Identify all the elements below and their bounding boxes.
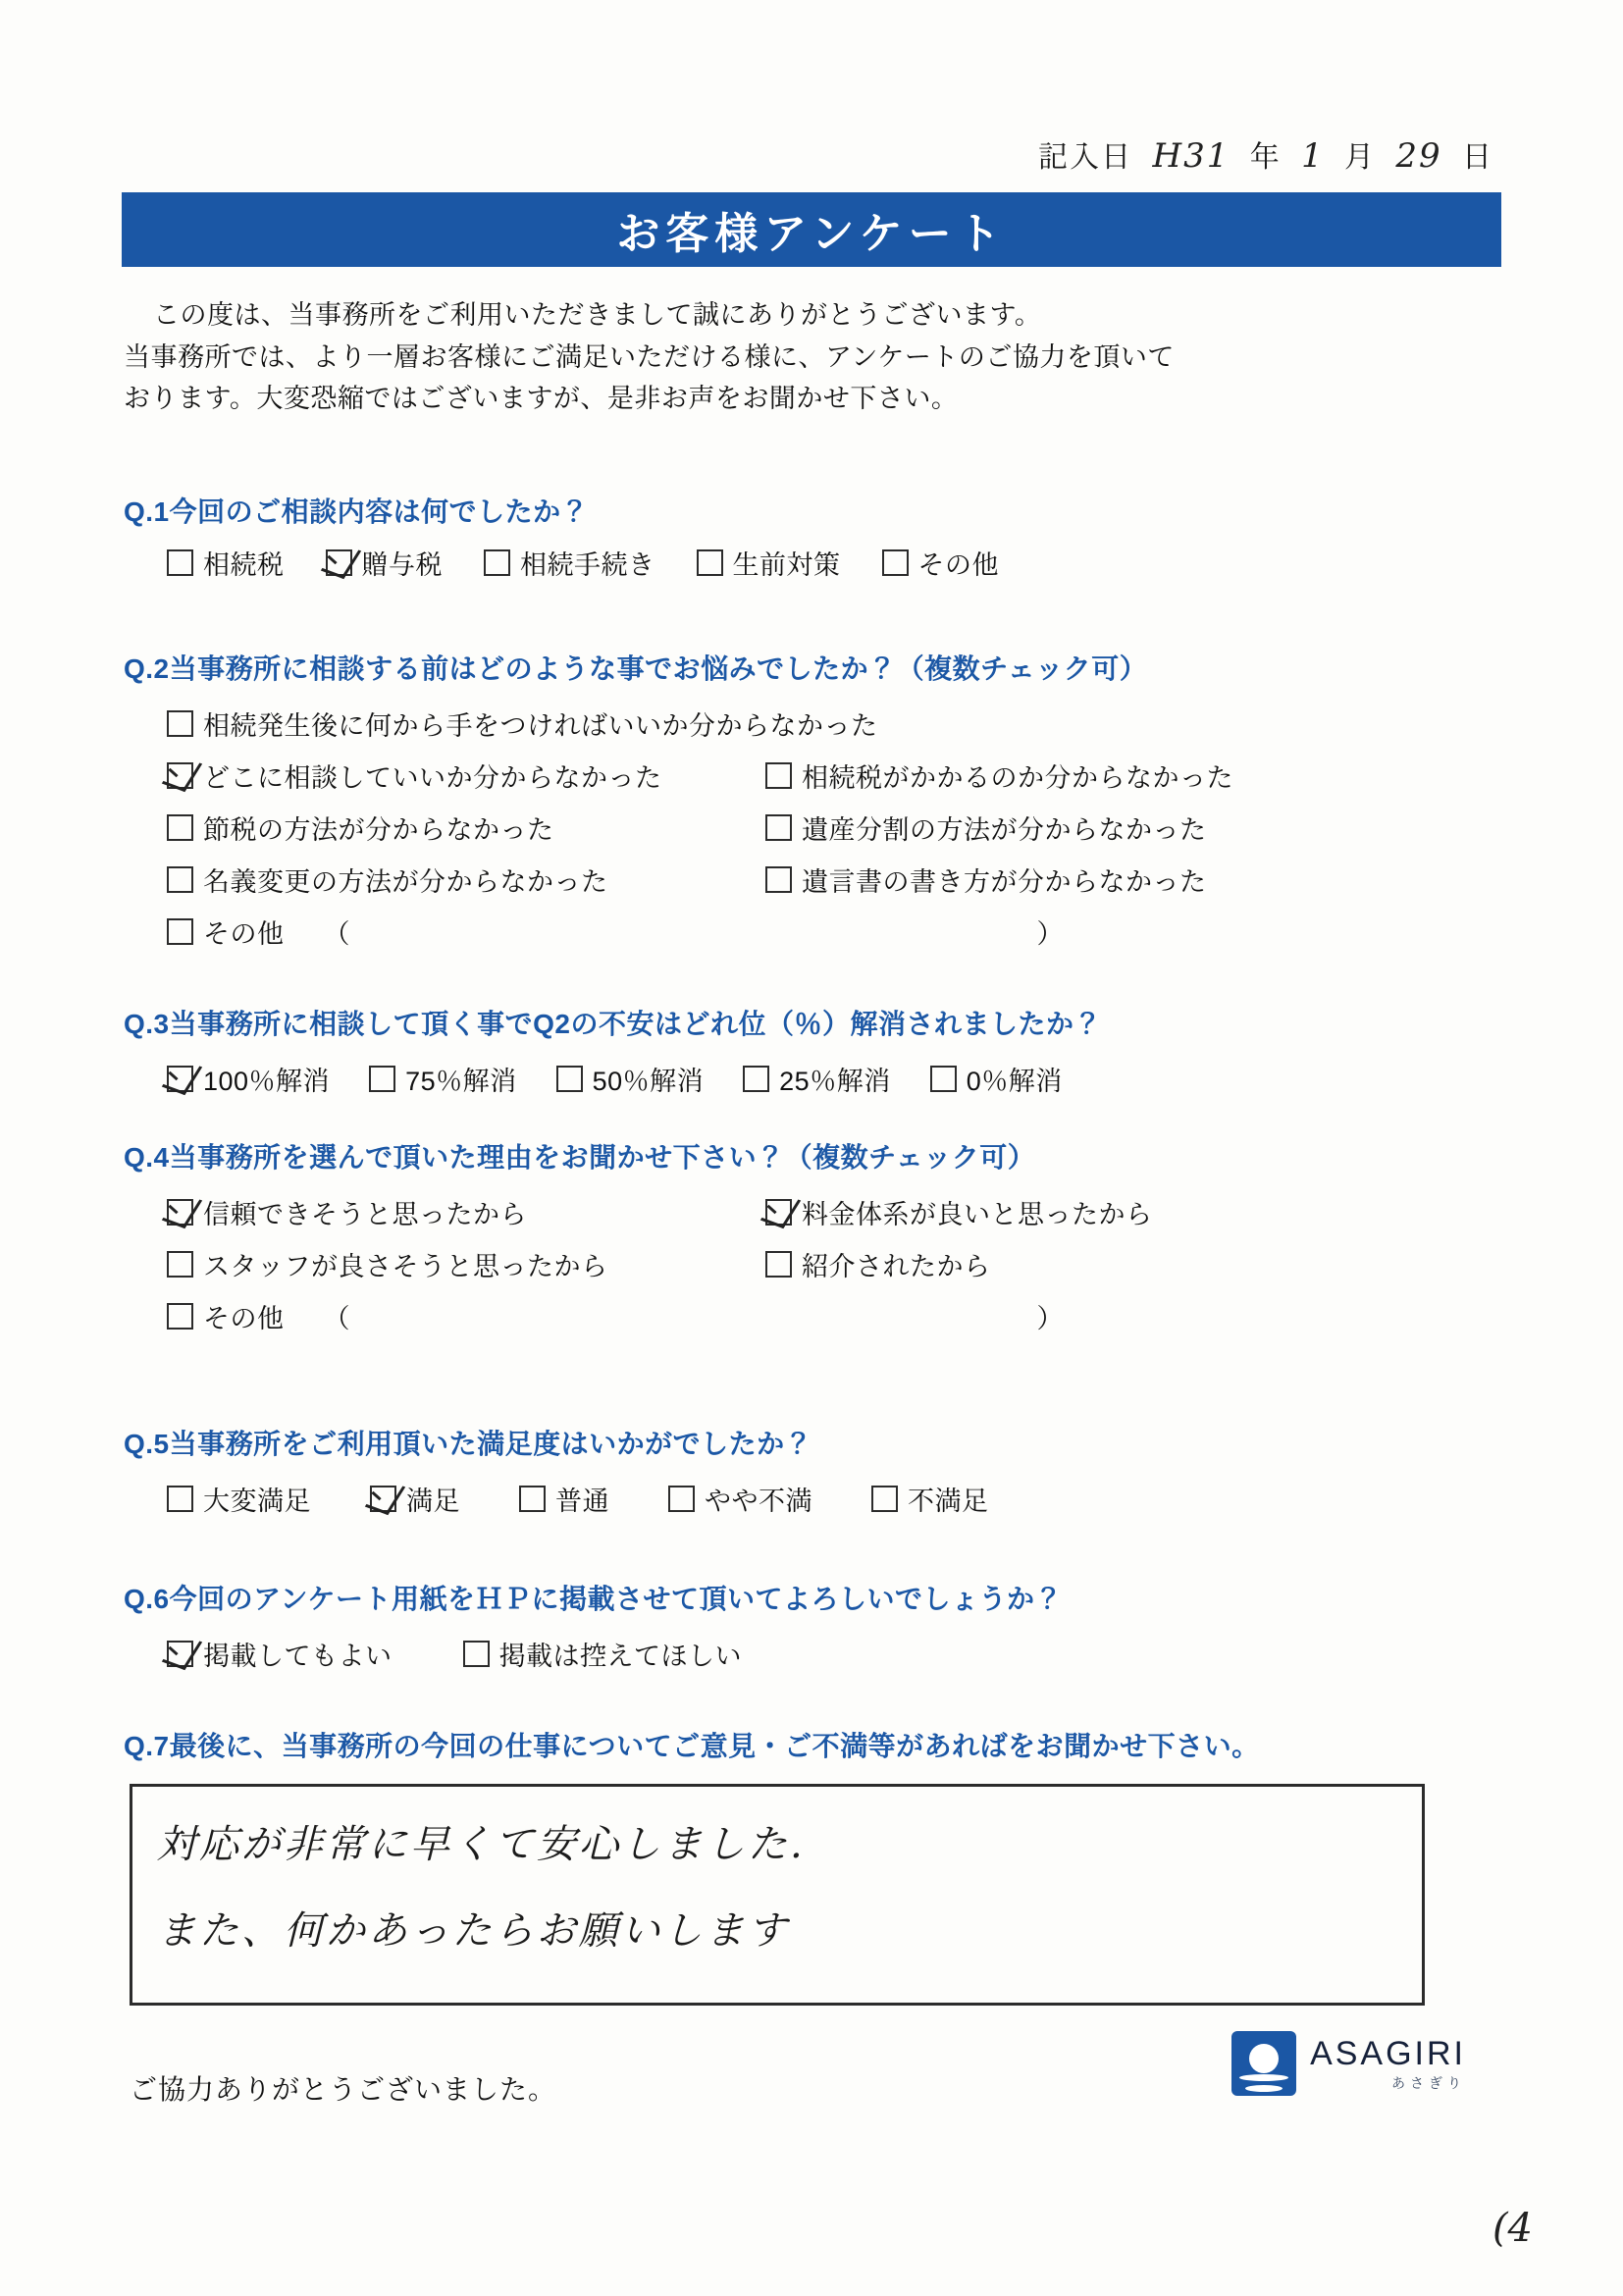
question-q3-title: Q.3当事務所に相談して頂く事でQ2の不安はどれ位（％）解消されましたか？ <box>124 1009 1102 1039</box>
checkbox-q5-1[interactable] <box>370 1486 396 1512</box>
page-title-banner <box>122 192 1501 267</box>
q4-other-paren-open: （ <box>323 1304 350 1333</box>
question-q4 <box>124 1136 1517 1335</box>
option-q1-3[interactable] <box>697 544 841 582</box>
question-q2-row-0 <box>124 704 1517 743</box>
option-q5-4[interactable] <box>871 1480 989 1518</box>
checkbox-q1-3[interactable] <box>697 549 723 576</box>
checkbox-q3-1[interactable] <box>369 1066 395 1092</box>
checkbox-q3-3[interactable] <box>743 1066 769 1092</box>
option-q1-4[interactable] <box>882 544 1000 582</box>
checkbox-q2-4[interactable] <box>765 814 792 841</box>
question-q5-title: Q.5当事務所をご利用頂いた満足度はいかがでしたか？ <box>124 1429 813 1459</box>
date-month-unit: 月 <box>1344 141 1377 174</box>
q2-other-paren-open: （ <box>323 919 350 949</box>
option-q1-0-label: 相続税 <box>203 550 285 580</box>
option-q2-2[interactable] <box>765 757 1233 795</box>
question-q1-title: Q.1今回のご相談内容は何でしたか？ <box>124 496 590 527</box>
question-q1-options <box>124 544 1517 582</box>
checkbox-q5-4[interactable] <box>871 1486 898 1512</box>
option-q3-3[interactable] <box>743 1060 891 1098</box>
free-answer-line-2: また、何かあったらお願いします <box>157 1908 790 1954</box>
question-q4-row-1 <box>124 1245 1517 1283</box>
checkbox-q4-0[interactable] <box>167 1199 193 1226</box>
question-q1 <box>124 491 1517 582</box>
option-q4-3[interactable] <box>765 1245 991 1283</box>
option-q2-4-label: 遺産分割の方法が分からなかった <box>802 815 1207 845</box>
date-label: 記入日 <box>1038 141 1133 174</box>
option-q5-0[interactable] <box>167 1480 311 1518</box>
option-q5-2-label: 普通 <box>555 1487 609 1516</box>
option-q3-4[interactable] <box>930 1060 1063 1098</box>
checkbox-q5-2[interactable] <box>519 1486 546 1512</box>
option-q2-4[interactable] <box>765 809 1207 847</box>
checkbox-q6-1[interactable] <box>463 1641 490 1667</box>
checkbox-q2-3[interactable] <box>167 814 193 841</box>
question-q5 <box>124 1423 1517 1518</box>
q2-other-paren-close: ） <box>1036 919 1064 949</box>
option-q1-1-label: 贈与税 <box>361 550 443 580</box>
checkbox-q1-0[interactable] <box>167 549 193 576</box>
option-q2-0[interactable] <box>167 704 878 743</box>
checkbox-q2-5[interactable] <box>167 866 193 893</box>
free-answer-line-1: 対応が非常に早くて安心しました. <box>157 1822 806 1867</box>
option-q2-5[interactable] <box>167 861 765 899</box>
option-q3-2[interactable] <box>556 1060 705 1098</box>
company-logo <box>1231 2031 1466 2096</box>
option-q3-4-label: 0％解消 <box>966 1067 1063 1096</box>
option-q6-0-label: 掲載してもよい <box>203 1642 393 1671</box>
option-q3-2-label: 50％解消 <box>592 1067 705 1096</box>
checkbox-q1-1[interactable] <box>326 549 352 576</box>
intro-line-2: 当事務所では、より一層お客様にご満足いただける様に、アンケートのご協力を頂いて <box>124 341 1175 372</box>
date-month-value: 1 <box>1301 136 1325 176</box>
option-q3-0[interactable] <box>167 1060 330 1098</box>
checkbox-q5-3[interactable] <box>668 1486 695 1512</box>
checkbox-q2-0[interactable] <box>167 710 193 737</box>
option-q1-2-label: 相続手続き <box>520 550 655 580</box>
option-q6-1[interactable] <box>463 1635 743 1673</box>
option-q2-1-label: どこに相談していいか分からなかった <box>203 763 662 793</box>
option-q2-5-label: 名義変更の方法が分からなかった <box>203 867 608 897</box>
question-q6-options <box>124 1635 1517 1673</box>
question-q3-options <box>124 1060 1517 1098</box>
date-day-unit: 日 <box>1462 141 1493 174</box>
question-q2-row-1 <box>124 757 1517 795</box>
checkbox-q2-2[interactable] <box>765 762 792 789</box>
asagiri-mark-icon <box>1231 2031 1296 2096</box>
option-q1-2[interactable] <box>484 544 655 582</box>
checkbox-q2-6[interactable] <box>765 866 792 893</box>
question-q7-title: Q.7最後に、当事務所の今回の仕事についてご意見・ご不満等があればをお聞かせ下さい。 <box>124 1731 1260 1761</box>
question-q2 <box>124 648 1517 951</box>
option-q3-1-label: 75％解消 <box>405 1067 517 1096</box>
question-q6 <box>124 1578 1517 1673</box>
option-q3-0-label: 100％解消 <box>203 1067 331 1096</box>
question-q3 <box>124 1003 1517 1098</box>
option-q2-1[interactable] <box>167 757 765 795</box>
option-q4-1-label: 料金体系が良いと思ったから <box>802 1200 1153 1229</box>
thanks-text: ご協力ありがとうございました。 <box>130 2074 557 2105</box>
option-q1-0[interactable] <box>167 544 285 582</box>
option-q2-3[interactable] <box>167 809 765 847</box>
checkbox-q4-3[interactable] <box>765 1251 792 1278</box>
question-q2-title: Q.2当事務所に相談する前はどのような事でお悩みでしたか？（複数チェック可） <box>124 653 1148 684</box>
checkbox-q6-0[interactable] <box>167 1641 193 1667</box>
option-q2-0-label: 相続発生後に何から手をつければいいか分からなかった <box>203 711 878 741</box>
logo-subtext: あさぎり <box>1391 2075 1466 2091</box>
page-number-mark: (4 <box>1492 2206 1533 2251</box>
option-q1-3-label: 生前対策 <box>732 550 841 580</box>
option-q4-0-label: 信頼できそうと思ったから <box>203 1200 527 1229</box>
question-q4-row-0 <box>124 1193 1517 1231</box>
question-q4-row-2 <box>124 1297 1517 1335</box>
option-q4-2[interactable] <box>167 1245 765 1283</box>
option-q1-1[interactable] <box>326 544 444 582</box>
option-q5-3[interactable] <box>668 1480 812 1518</box>
option-q4-4-label: その他 <box>203 1304 285 1333</box>
date-year-unit: 年 <box>1249 141 1282 174</box>
option-q6-1-label: 掲載は控えてほしい <box>498 1642 742 1671</box>
option-q5-1[interactable] <box>370 1480 460 1518</box>
intro-line-1: この度は、当事務所をご利用いただきまして誠にありがとうございます。 <box>153 300 1042 330</box>
checkbox-q5-0[interactable] <box>167 1486 193 1512</box>
option-q5-3-label: やや不満 <box>705 1487 812 1516</box>
checkbox-q4-1[interactable] <box>765 1199 792 1226</box>
question-q5-options <box>124 1480 1517 1518</box>
option-q4-1[interactable] <box>765 1193 1153 1231</box>
logo-name: ASAGIRI <box>1310 2035 1466 2072</box>
q4-other-paren-close: ） <box>1036 1304 1064 1333</box>
question-q4-title: Q.4当事務所を選んで頂いた理由をお聞かせ下さい？（複数チェック可） <box>124 1142 1036 1173</box>
option-q6-0[interactable] <box>167 1635 393 1673</box>
option-q4-0[interactable] <box>167 1193 765 1231</box>
option-q2-7[interactable] <box>167 913 285 951</box>
option-q4-2-label: スタッフが良さそうと思ったから <box>203 1252 608 1281</box>
checkbox-q4-2[interactable] <box>167 1251 193 1278</box>
intro-line-3: おります。大変恐縮ではございますが、是非お声をお聞かせ下さい。 <box>124 384 959 414</box>
checkbox-q2-7[interactable] <box>167 918 193 945</box>
option-q5-0-label: 大変満足 <box>203 1487 311 1516</box>
checkbox-q3-4[interactable] <box>930 1066 957 1092</box>
question-q2-row-3 <box>124 861 1517 899</box>
checkbox-q3-0[interactable] <box>167 1066 193 1092</box>
checkbox-q2-1[interactable] <box>167 762 193 789</box>
option-q1-4-label: その他 <box>917 550 999 580</box>
checkbox-q4-4[interactable] <box>167 1303 193 1330</box>
question-q2-row-4 <box>124 913 1517 951</box>
intro-paragraph <box>124 294 1509 420</box>
option-q2-7-label: その他 <box>203 919 285 949</box>
option-q2-3-label: 節税の方法が分からなかった <box>203 815 554 845</box>
date-year-value: H31 <box>1152 136 1230 176</box>
option-q5-2[interactable] <box>519 1480 609 1518</box>
question-q7 <box>124 1725 1517 1764</box>
checkbox-q1-2[interactable] <box>484 549 510 576</box>
option-q2-2-label: 相続税がかかるのか分からなかった <box>802 763 1233 793</box>
option-q4-4[interactable] <box>167 1297 285 1335</box>
option-q3-3-label: 25％解消 <box>779 1067 891 1096</box>
question-q2-row-2 <box>124 809 1517 847</box>
option-q2-6-label: 遺言書の書き方が分からなかった <box>802 867 1207 897</box>
logo-text <box>1310 2037 1466 2090</box>
option-q5-1-label: 満足 <box>406 1487 460 1516</box>
option-q2-6[interactable] <box>765 861 1207 899</box>
option-q3-1[interactable] <box>369 1060 517 1098</box>
date-day-value: 29 <box>1395 136 1442 176</box>
option-q4-3-label: 紹介されたから <box>802 1252 991 1281</box>
page-title: お客様アンケート <box>616 210 1007 258</box>
question-q6-title: Q.6今回のアンケート用紙をＨＰに掲載させて頂いてよろしいでしょうか？ <box>124 1584 1063 1614</box>
option-q5-4-label: 不満足 <box>908 1487 989 1516</box>
date-line <box>1038 132 1493 176</box>
checkbox-q1-4[interactable] <box>882 549 909 576</box>
checkbox-q3-2[interactable] <box>556 1066 583 1092</box>
